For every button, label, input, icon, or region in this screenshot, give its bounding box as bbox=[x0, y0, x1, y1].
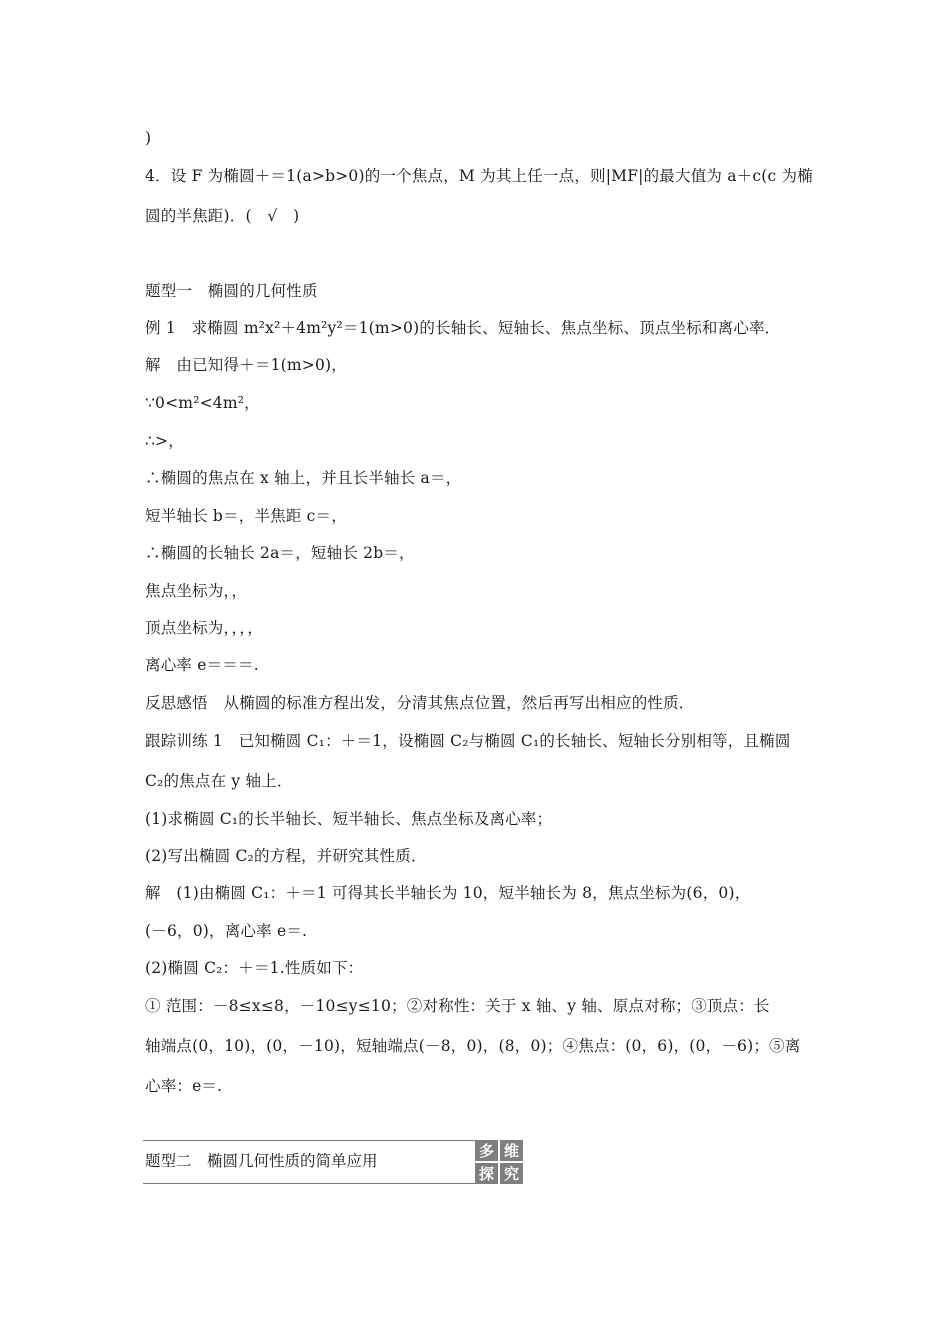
text-line: 跟踪训练 1 已知椭圆 C₁：＋＝1，设椭圆 C₂与椭圆 C₁的长轴长、短轴长分别相等，且椭圆 bbox=[145, 732, 791, 750]
text-line: 顶点坐标为，，，， bbox=[145, 619, 264, 637]
text-line: 焦点坐标为，， bbox=[145, 582, 248, 600]
badge-char: 维 bbox=[500, 1140, 523, 1161]
text-line: 解 由已知得＋＝1(m>0)， bbox=[145, 356, 348, 374]
text-line: (2)写出椭圆 C₂的方程，并研究其性质． bbox=[145, 847, 427, 865]
text-line: 心率：e＝. bbox=[145, 1077, 223, 1095]
text-line: (1)求椭圆 C₁的长半轴长、短半轴长、焦点坐标及离心率； bbox=[145, 810, 553, 828]
text-line: 轴端点(0，10)，(0，－10)，短轴端点(－8，0)，(8，0)；④焦点：(0，6)，(0，－6)；⑤离 bbox=[145, 1037, 801, 1055]
text-line: 例 1 求椭圆 m²x²＋4m²y²＝1(m>0)的长轴长、短轴长、焦点坐标、顶点坐标和离心率． bbox=[145, 319, 781, 337]
text-line: (－6，0)，离心率 e＝. bbox=[145, 922, 308, 940]
text-line: 离心率 e＝＝＝. bbox=[145, 656, 259, 674]
text-line: C₂的焦点在 y 轴上． bbox=[145, 772, 293, 790]
section-title: 题型二 椭圆几何性质的简单应用 bbox=[145, 1152, 378, 1170]
section-badge bbox=[475, 1140, 523, 1184]
badge-char: 探 bbox=[475, 1163, 498, 1184]
text-line: ∴椭圆的焦点在 x 轴上，并且长半轴长 a＝， bbox=[145, 469, 462, 487]
text-line: 解 (1)由椭圆 C₁：＋＝1 可得其长半轴长为 10，短半轴长为 8，焦点坐标为(6，0)， bbox=[145, 884, 751, 902]
badge-char: 究 bbox=[500, 1163, 523, 1184]
text-line: ∵0<m²<4m²， bbox=[145, 394, 260, 412]
text-line: ① 范围：－8≤x≤8，－10≤y≤10；②对称性：关于 x 轴、y 轴、原点对称；③顶点：长 bbox=[145, 997, 770, 1015]
text-line: (2)椭圆 C₂：＋＝1.性质如下： bbox=[145, 959, 364, 977]
text-line: ) bbox=[145, 129, 152, 147]
text-line: 圆的半焦距)．( √ ) bbox=[145, 207, 300, 225]
text-line: 4．设 F 为椭圆＋＝1(a>b>0)的一个焦点，M 为其上任一点，则|MF|的最大值为 a＋c(c 为椭 bbox=[145, 167, 813, 185]
section-heading: 题型一 椭圆的几何性质 bbox=[145, 282, 318, 300]
text-line: 短半轴长 b＝，半焦距 c＝， bbox=[145, 507, 347, 525]
text-line: ∴>， bbox=[145, 432, 184, 450]
badge-char: 多 bbox=[475, 1140, 498, 1161]
text-line: 反思感悟 从椭圆的标准方程出发，分清其焦点位置，然后再写出相应的性质． bbox=[145, 694, 695, 712]
section-band bbox=[143, 1140, 475, 1184]
text-line: ∴椭圆的长轴长 2a＝，短轴长 2b＝， bbox=[145, 544, 415, 562]
